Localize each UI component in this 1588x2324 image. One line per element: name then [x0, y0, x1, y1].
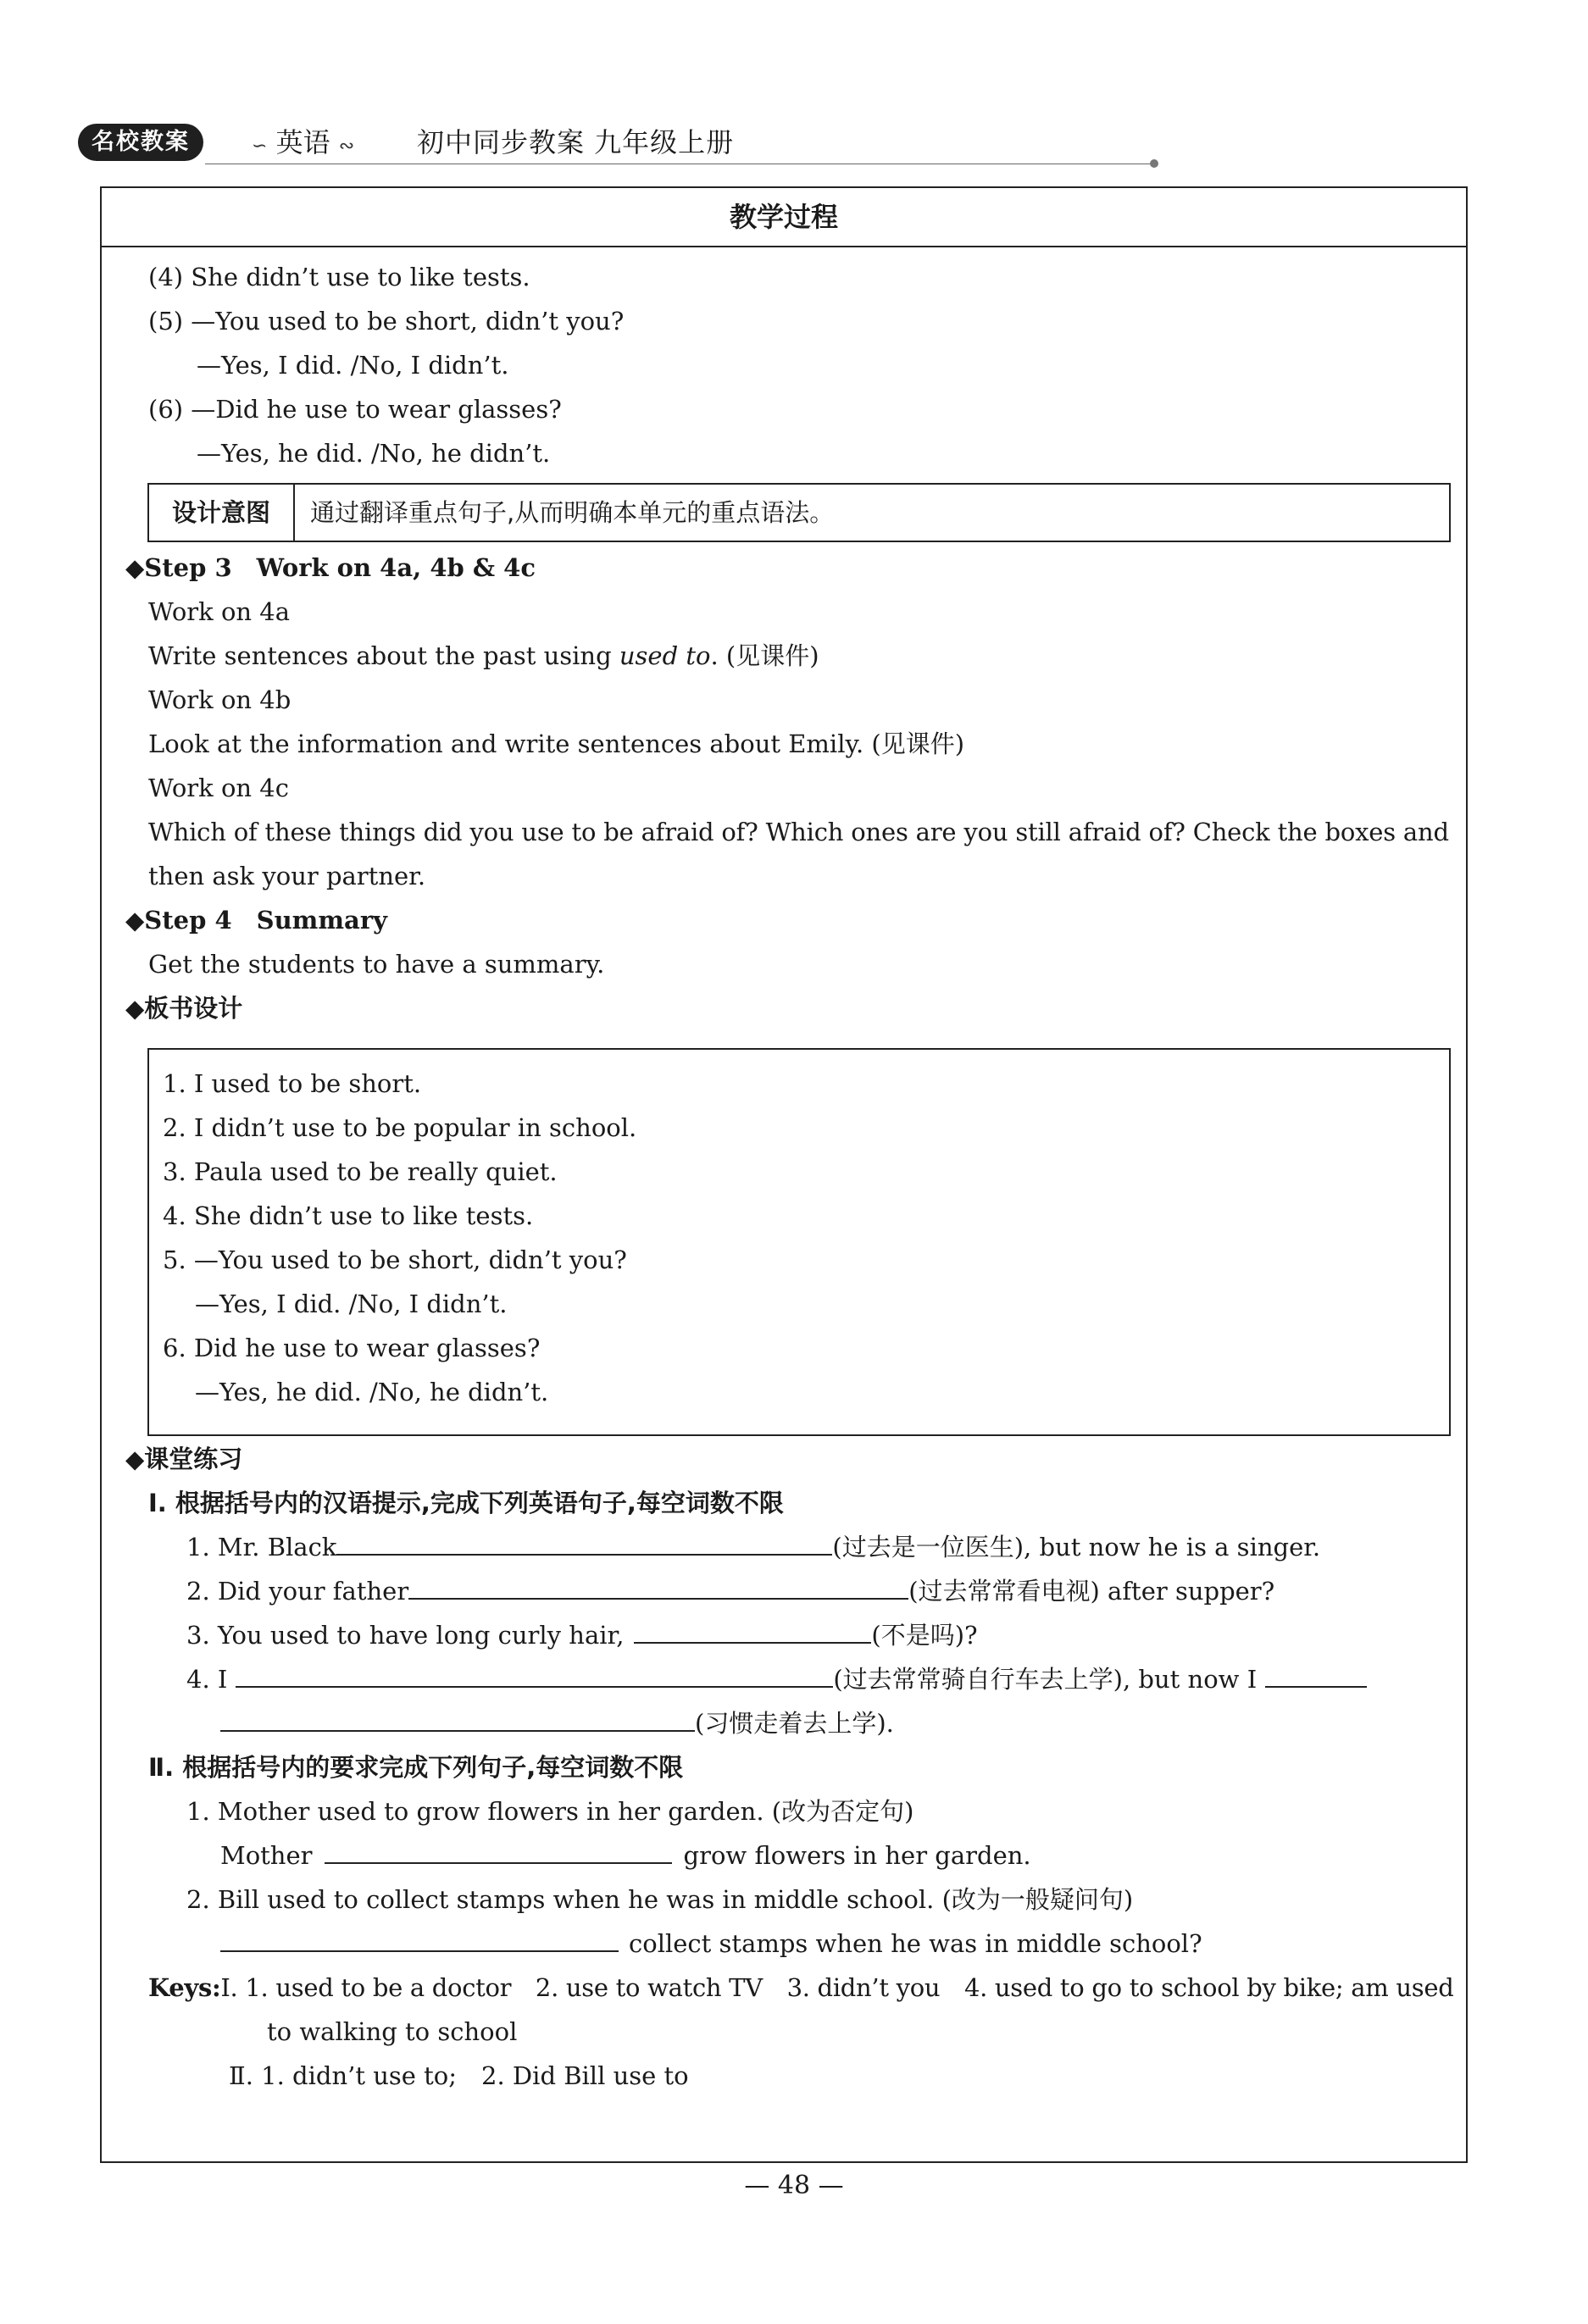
answer-blank[interactable]: [634, 1618, 871, 1644]
process-line: —Yes, I did. /No, I didn’t.: [197, 351, 509, 380]
board-line: —Yes, he did. /No, he didn’t.: [195, 1378, 549, 1406]
ornament-right-icon: ∾: [338, 136, 355, 157]
exercise-question: 1. Mr. Black (过去是一位医生), but now he is a singer.: [186, 1530, 1320, 1564]
answer-blank[interactable]: [1265, 1662, 1367, 1688]
answer-blank[interactable]: [236, 1662, 833, 1688]
step4-heading: ◆Step 4 Summary: [125, 906, 387, 935]
board-line: 5. —You used to be short, didn’t you?: [163, 1245, 627, 1274]
board-line: 4. She didn’t use to like tests.: [163, 1201, 534, 1230]
answer-keys: Keys:Ⅰ. 1. used to be a doctor 2. use to watch TV 3. didn’t you 4. used to go to school by bike; am used: [148, 1973, 1454, 2002]
process-line: (5) —You used to be short, didn’t you?: [148, 307, 625, 336]
exercise-question-cont: (习惯走着去上学).: [220, 1706, 894, 1740]
exercise-heading: ◆课堂练习: [125, 1445, 243, 1473]
design-intent-label: 设计意图: [149, 485, 295, 541]
exercise-answer-line: collect stamps when he was in middle school?: [220, 1927, 1202, 1961]
design-intent-text: 通过翻译重点句子,从而明确本单元的重点语法。: [310, 498, 835, 527]
exercise-answer-line: Mother grow flowers in her garden.: [220, 1839, 1031, 1872]
header-rule-dot-icon: [1150, 159, 1158, 168]
answer-blank[interactable]: [336, 1530, 832, 1556]
board-line: 3. Paula used to be really quiet.: [163, 1157, 558, 1186]
exercise-question: 4. I (过去常常骑自行车去上学), but now I: [186, 1662, 1367, 1696]
step4-text: Get the students to have a summary.: [148, 950, 605, 979]
teaching-process-frame: [100, 186, 1468, 2163]
exercise-question: 2. Bill used to collect stamps when he was in middle school. (改为一般疑问句): [186, 1885, 1134, 1914]
answer-blank[interactable]: [325, 1839, 672, 1864]
work-4a-label: Work on 4a: [148, 597, 291, 626]
board-line: —Yes, I did. /No, I didn’t.: [195, 1290, 508, 1318]
exercise-part2-title: Ⅱ. 根据括号内的要求完成下列句子,每空词数不限: [148, 1753, 684, 1782]
answer-blank[interactable]: [220, 1706, 695, 1732]
exercise-question: 3. You used to have long curly hair, (不是吗)?: [186, 1618, 978, 1652]
page-number: — 48 —: [744, 2171, 844, 2200]
process-line: (6) —Did he use to wear glasses?: [148, 395, 562, 424]
publisher-logo: 名校教案: [78, 124, 203, 161]
process-line: —Yes, he did. /No, he didn’t.: [197, 439, 551, 468]
exercise-part1-title: Ⅰ. 根据括号内的汉语提示,完成下列英语句子,每空词数不限: [148, 1489, 784, 1517]
answer-keys-part2: Ⅱ. 1. didn’t use to; 2. Did Bill use to: [229, 2061, 689, 2090]
instruction-4b: Look at the information and write sentences about Emily. (见课件): [148, 729, 965, 758]
instruction-4c-cont: then ask your partner.: [148, 862, 426, 890]
design-intent-box: [147, 483, 1451, 542]
process-line: (4) She didn’t use to like tests.: [148, 263, 530, 291]
board-line: 2. I didn’t use to be popular in school.: [163, 1113, 637, 1142]
answer-keys-cont: to walking to school: [267, 2017, 518, 2046]
page-header: [78, 119, 1078, 169]
section-title: 教学过程: [102, 188, 1466, 247]
exercise-question: 2. Did your father (过去常常看电视) after supper?: [186, 1574, 1274, 1608]
book-title: 初中同步教案 九年级上册: [417, 126, 735, 158]
instruction-4a: Write sentences about the past using used to. (见课件): [148, 641, 819, 670]
exercise-question: 1. Mother used to grow flowers in her garden. (改为否定句): [186, 1797, 914, 1826]
answer-blank[interactable]: [408, 1574, 908, 1600]
board-line: 6. Did he use to wear glasses?: [163, 1334, 541, 1362]
board-line: 1. I used to be short.: [163, 1069, 422, 1098]
work-4c-label: Work on 4c: [148, 774, 289, 802]
subject-label: ∽ 英语 ∾: [252, 126, 355, 158]
step3-heading: ◆Step 3 Work on 4a, 4b & 4c: [125, 553, 536, 582]
answer-blank[interactable]: [220, 1927, 619, 1952]
work-4b-label: Work on 4b: [148, 685, 292, 714]
instruction-4c: Which of these things did you use to be afraid of? Which ones are you still afraid of? Check the boxes and: [148, 818, 1449, 846]
ornament-left-icon: ∽: [252, 136, 268, 157]
board-design-box: [147, 1048, 1451, 1436]
board-design-heading: ◆板书设计: [125, 994, 243, 1023]
